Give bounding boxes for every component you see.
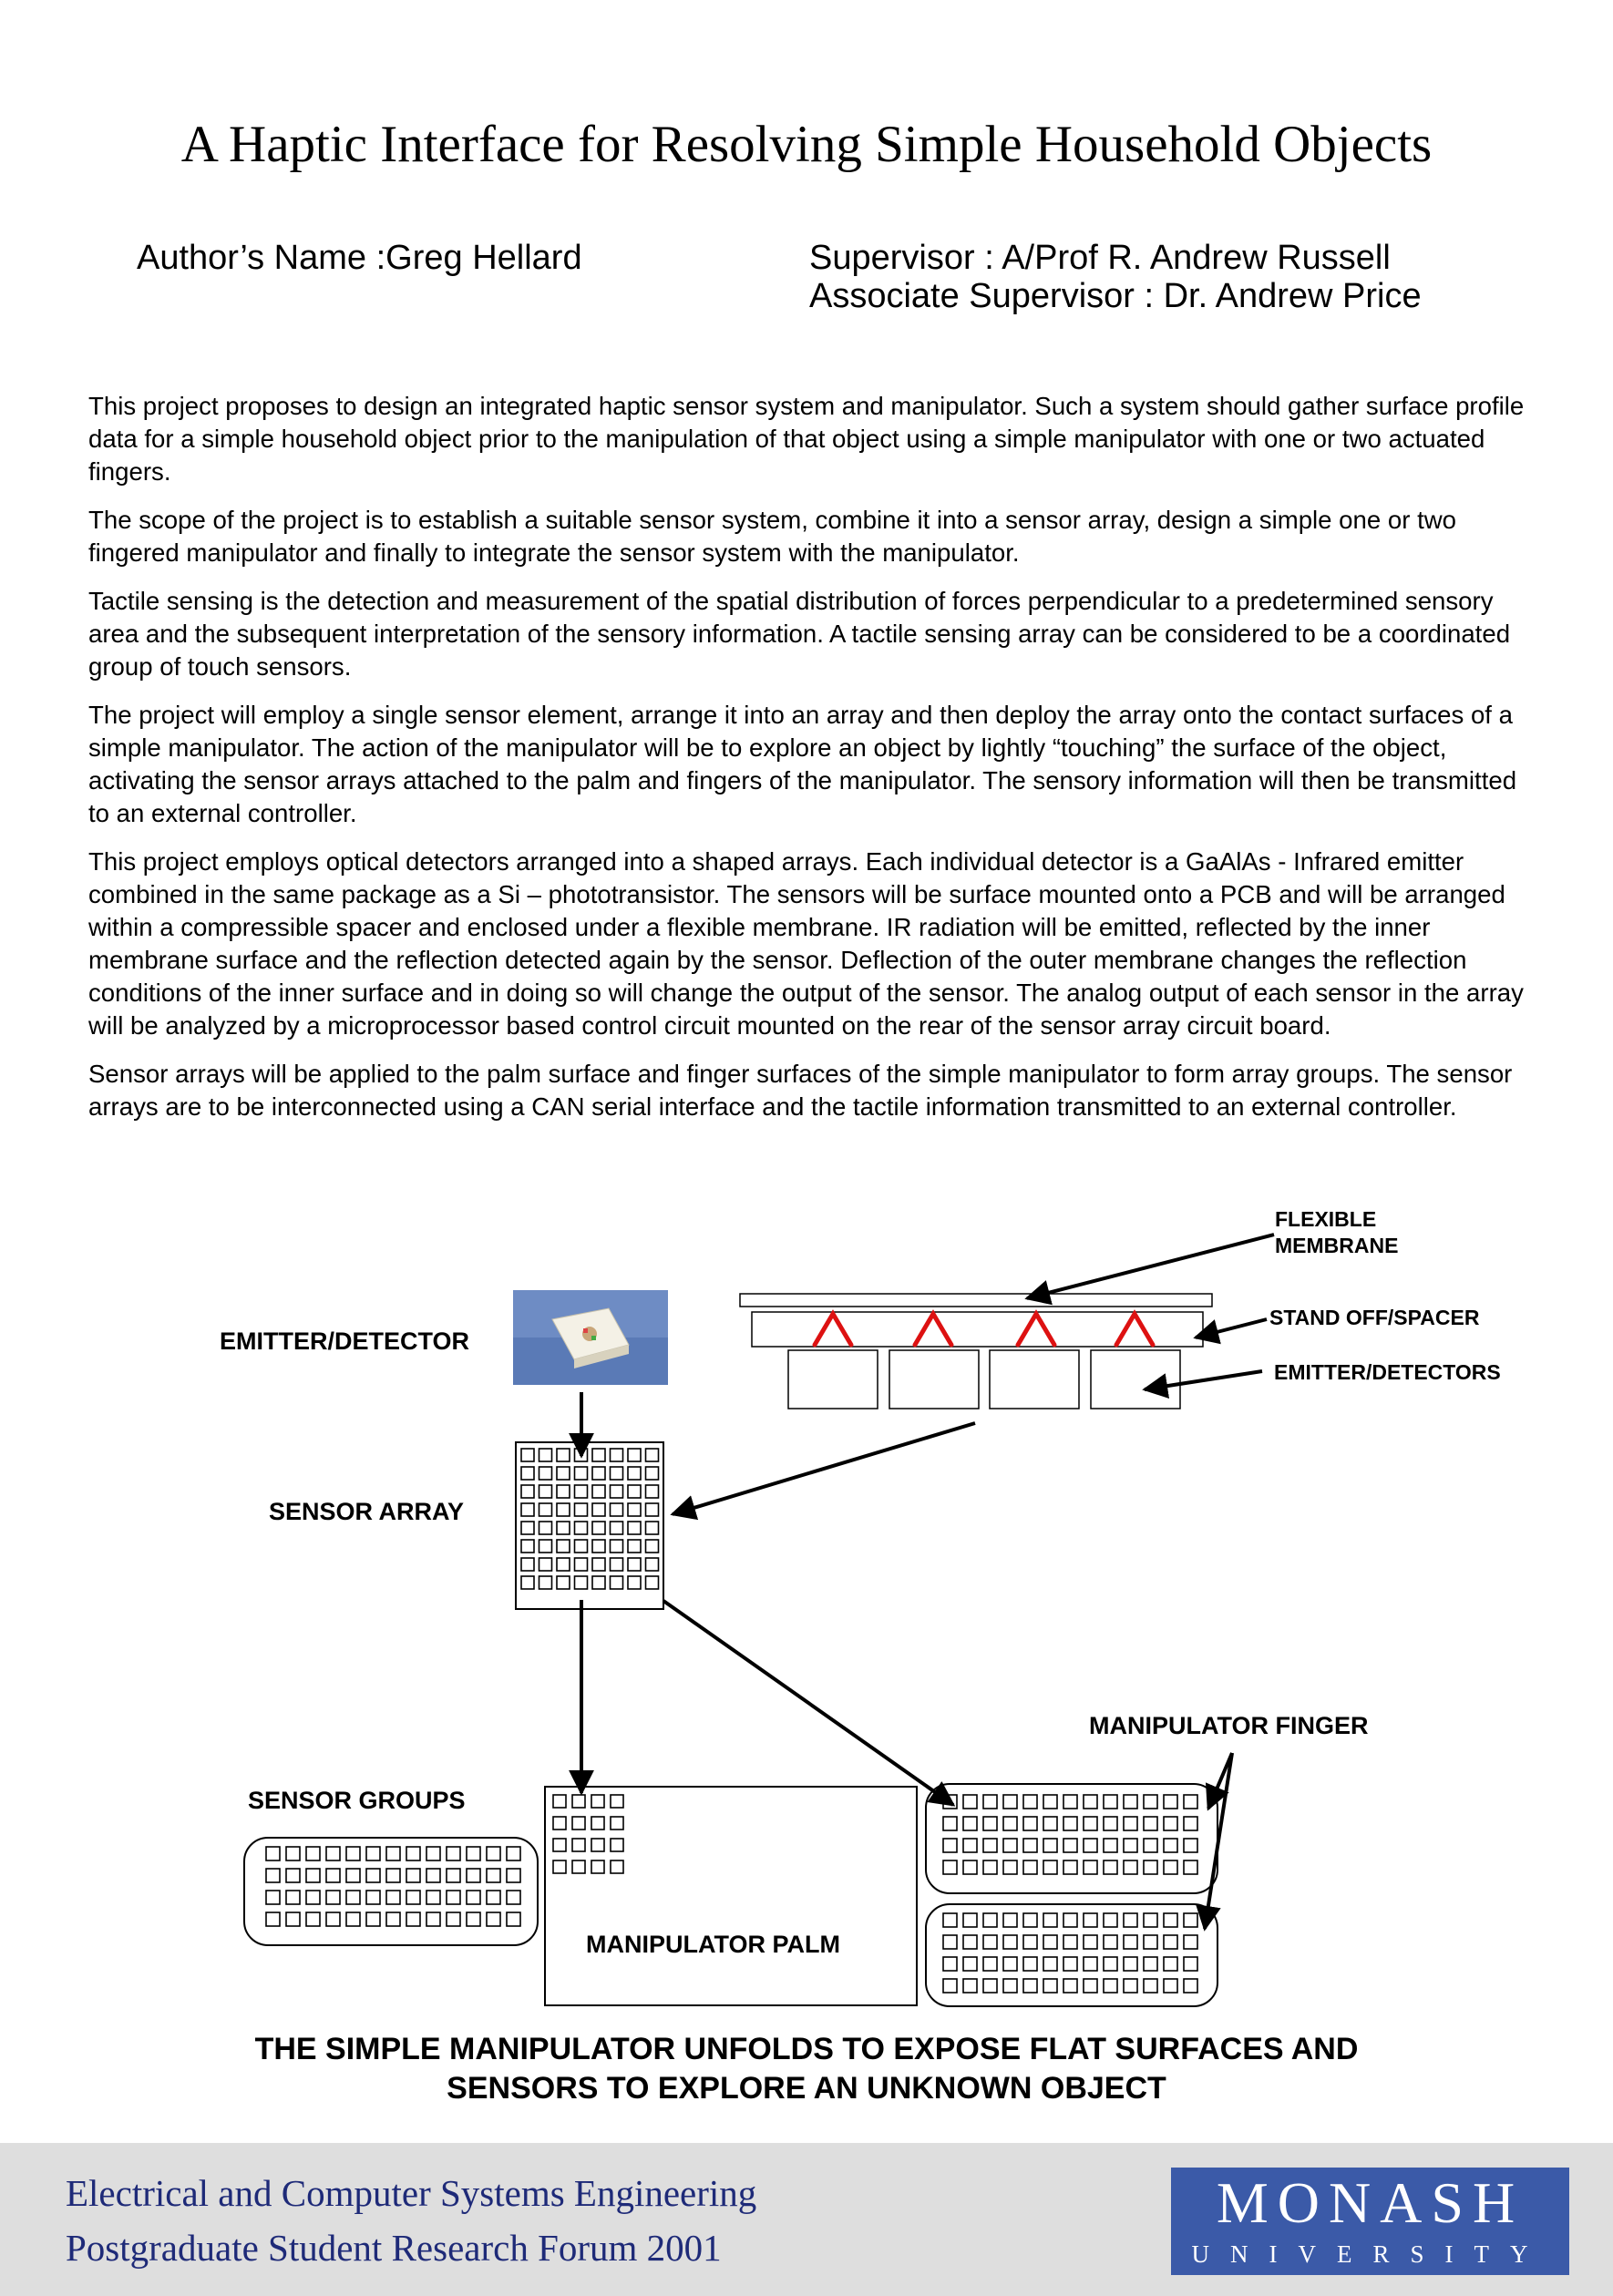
sensor-cell xyxy=(366,1869,380,1882)
sensor-cell xyxy=(447,1869,460,1882)
sensor-cell xyxy=(1184,1913,1197,1927)
sensor-cell xyxy=(1084,1839,1097,1852)
sensor-cell xyxy=(286,1912,300,1926)
sensor-cell xyxy=(426,1912,440,1926)
sensor-cell xyxy=(1003,1935,1017,1949)
sensor-cell xyxy=(1063,1979,1077,1993)
sensor-cell xyxy=(1104,1795,1117,1809)
sensor-cell xyxy=(406,1891,420,1904)
sensor-cell xyxy=(575,1485,588,1498)
footer-department: Electrical and Computer Systems Engineering xyxy=(66,2172,757,2214)
sensor-cell xyxy=(611,1467,623,1480)
sensor-cell xyxy=(1084,1860,1097,1874)
page-title: A Haptic Interface for Resolving Simple Household Objects xyxy=(180,116,1433,173)
sensor-cell xyxy=(943,1913,957,1927)
paragraph-scope: The scope of the project is to establish a suitable sensor system, combine it into a sensor array, design a simple one or two fingered manipulator and finally to integrate the sensor system with the manipulator. xyxy=(88,506,1457,567)
sensor-cell xyxy=(539,1540,552,1553)
sensor-cell xyxy=(1184,1860,1197,1874)
sensor-cell xyxy=(521,1540,534,1553)
sensor-cell xyxy=(557,1558,570,1571)
sensor-cell xyxy=(611,1522,623,1534)
sensor-cell xyxy=(1144,1860,1157,1874)
sensor-cell xyxy=(539,1576,552,1589)
sensor-cell xyxy=(539,1449,552,1461)
sensor-cell xyxy=(1104,1839,1117,1852)
sensor-cell xyxy=(467,1847,480,1860)
sensor-cell xyxy=(1043,1839,1057,1852)
sensor-cell xyxy=(1003,1817,1017,1830)
sensor-cell xyxy=(646,1485,659,1498)
footer xyxy=(0,2143,1613,2296)
arrow-section-to-array xyxy=(673,1423,975,1514)
sensor-cell xyxy=(447,1912,460,1926)
sensor-cell xyxy=(611,1449,623,1461)
sensor-cell xyxy=(266,1912,280,1926)
sensor-cell xyxy=(1084,1935,1097,1949)
sensor-cell xyxy=(1124,1957,1137,1971)
sensor-cell xyxy=(1124,1817,1137,1830)
sensor-cell xyxy=(1144,1913,1157,1927)
sensor-cell xyxy=(1043,1935,1057,1949)
sensor-cell xyxy=(346,1912,360,1926)
emitter-detector-block xyxy=(990,1350,1079,1409)
sensor-cell xyxy=(1084,1957,1097,1971)
sensor-cell xyxy=(943,1935,957,1949)
sensor-cell xyxy=(557,1522,570,1534)
sensor-cell xyxy=(963,1795,977,1809)
sensor-cell xyxy=(575,1522,588,1534)
sensor-cell xyxy=(963,1979,977,1993)
sensor-cell xyxy=(1084,1979,1097,1993)
sensor-cell xyxy=(553,1795,566,1808)
figure-caption xyxy=(0,2030,1613,2108)
sensor-cell xyxy=(1023,1817,1037,1830)
abstract-body xyxy=(88,390,1528,1139)
sensor-cell xyxy=(1003,1795,1017,1809)
sensor-cell xyxy=(1144,1935,1157,1949)
sensor-cell xyxy=(346,1847,360,1860)
sensor-cell xyxy=(943,1839,957,1852)
sensor-cell xyxy=(467,1869,480,1882)
sensor-cell xyxy=(943,1860,957,1874)
sensor-cell xyxy=(628,1540,641,1553)
sensor-cell xyxy=(521,1503,534,1516)
label-manipulator-palm: MANIPULATOR PALM xyxy=(586,1931,840,1958)
emitter-detector-block xyxy=(889,1350,979,1409)
sensor-cell xyxy=(611,1576,623,1589)
emitter-detector-block xyxy=(788,1350,878,1409)
sensor-cell xyxy=(1104,1979,1117,1993)
label-sensor-groups: SENSOR GROUPS xyxy=(248,1787,466,1814)
sensor-cell xyxy=(611,1503,623,1516)
label-emitter-detectors: EMITTER/DETECTORS xyxy=(1274,1360,1501,1384)
sensor-cell xyxy=(521,1467,534,1480)
sensor-cell xyxy=(386,1869,400,1882)
sensor-cell xyxy=(646,1449,659,1461)
sensor-cell xyxy=(521,1485,534,1498)
sensor-cell xyxy=(628,1558,641,1571)
sensor-cell xyxy=(1104,1913,1117,1927)
sensor-cell xyxy=(1104,1860,1117,1874)
sensor-cell xyxy=(1124,1795,1137,1809)
sensor-cell xyxy=(1144,1817,1157,1830)
sensor-cell xyxy=(557,1576,570,1589)
sensor-cell xyxy=(1003,1860,1017,1874)
sensor-cell xyxy=(1063,1860,1077,1874)
author-name: Author’s Name :Greg Hellard xyxy=(137,239,582,277)
sensor-cell xyxy=(592,1540,605,1553)
sensor-cell xyxy=(539,1485,552,1498)
sensor-cell xyxy=(507,1869,520,1882)
sensor-cell xyxy=(1164,1817,1177,1830)
sensor-cell xyxy=(963,1860,977,1874)
sensor-cell xyxy=(592,1576,605,1589)
sensor-cell xyxy=(1164,1839,1177,1852)
sensor-cell xyxy=(1063,1913,1077,1927)
sensor-cell xyxy=(572,1817,585,1830)
sensor-cell xyxy=(575,1576,588,1589)
paragraph-sensor-arrays: Sensor arrays will be applied to the palm surface and finger surfaces of the simple manipulator to form array groups. The sensor arrays are to be interconnected using a CAN serial interface and the tactile information transmitted to an external controller. xyxy=(88,1060,1513,1121)
sensor-cell xyxy=(1063,1935,1077,1949)
sensor-cell xyxy=(1144,1839,1157,1852)
sensor-cell xyxy=(1124,1860,1137,1874)
sensor-cell xyxy=(1023,1860,1037,1874)
sensor-cell xyxy=(326,1847,340,1860)
sensor-cell xyxy=(591,1860,604,1873)
sensor-cell xyxy=(507,1891,520,1904)
sensor-cell xyxy=(592,1522,605,1534)
sensor-cell xyxy=(575,1558,588,1571)
sensor-cell xyxy=(1164,1957,1177,1971)
sensor-cell xyxy=(1043,1957,1057,1971)
sensor-cell xyxy=(611,1485,623,1498)
sensor-cell xyxy=(346,1869,360,1882)
sensor-cell xyxy=(963,1817,977,1830)
sensor-cell xyxy=(943,1817,957,1830)
caption-line-1: THE SIMPLE MANIPULATOR UNFOLDS TO EXPOSE FLAT SURFACES AND xyxy=(254,2032,1359,2066)
sensor-cell xyxy=(1184,1957,1197,1971)
caption-line-2: SENSORS TO EXPLORE AN UNKNOWN OBJECT xyxy=(447,2071,1166,2106)
sensor-cell xyxy=(1124,1839,1137,1852)
sensor-cell xyxy=(539,1467,552,1480)
sensor-cell xyxy=(346,1891,360,1904)
emitter-detector-block xyxy=(1091,1350,1180,1409)
sensor-cell xyxy=(1043,1795,1057,1809)
flexible-membrane xyxy=(740,1294,1212,1307)
sensor-cell xyxy=(557,1485,570,1498)
sensor-cell xyxy=(611,1817,623,1830)
arrow-stand-off-spacer xyxy=(1196,1319,1267,1338)
sensor-cell xyxy=(1164,1913,1177,1927)
sensor-cell xyxy=(306,1847,320,1860)
sensor-cell xyxy=(1104,1957,1117,1971)
sensor-cell xyxy=(1184,1979,1197,1993)
sensor-cell xyxy=(1063,1839,1077,1852)
sensor-cell xyxy=(963,1957,977,1971)
sensor-cell xyxy=(306,1869,320,1882)
sensor-cell xyxy=(646,1503,659,1516)
sensor-cell xyxy=(557,1449,570,1461)
sensor-cell xyxy=(553,1839,566,1851)
sensor-cell xyxy=(386,1891,400,1904)
sensor-cell xyxy=(467,1891,480,1904)
sensor-cell xyxy=(646,1540,659,1553)
arrow-flexible-membrane xyxy=(1027,1235,1274,1298)
sensor-cell xyxy=(326,1869,340,1882)
sensor-cell xyxy=(592,1485,605,1498)
sensor-cell xyxy=(646,1467,659,1480)
sensor-cell xyxy=(1084,1817,1097,1830)
sensor-cell xyxy=(611,1795,623,1808)
supervisor: Supervisor : A/Prof R. Andrew Russell xyxy=(809,239,1391,277)
sensor-system-diagram xyxy=(0,1184,1613,2141)
sensor-cell xyxy=(1023,1935,1037,1949)
sensor-cell xyxy=(487,1869,500,1882)
sensor-cell xyxy=(447,1847,460,1860)
sensor-cell xyxy=(611,1540,623,1553)
sensor-cell xyxy=(628,1522,641,1534)
sensor-cell xyxy=(266,1891,280,1904)
sensor-cell xyxy=(628,1576,641,1589)
sensor-cell xyxy=(963,1913,977,1927)
sensor-cell xyxy=(306,1891,320,1904)
sensor-cell xyxy=(487,1847,500,1860)
sensor-cell xyxy=(1023,1979,1037,1993)
sensor-cell xyxy=(539,1522,552,1534)
footer-forum: Postgraduate Student Research Forum 2001 xyxy=(66,2227,722,2269)
sensor-cell xyxy=(575,1467,588,1480)
sensor-cell xyxy=(1144,1795,1157,1809)
sensor-cell xyxy=(628,1449,641,1461)
emitter-detector-photo xyxy=(513,1290,668,1385)
sensor-cell xyxy=(521,1558,534,1571)
sensor-cell xyxy=(646,1576,659,1589)
sensor-cell xyxy=(539,1558,552,1571)
paragraph-optical-detectors: This project employs optical detectors arranged into a shaped arrays. Each individual detector is a GaAlAs - Infrared emitter combined in the same package as a Si – phototransistor. The sensors will be surface mounted onto a PCB and will be arranged within a compressible spacer and enclosed under a flexible membrane. IR radiation will be emitted, reflected by the inner membrane surface and the reflection detected again by the sensor. Deflection of the outer membrane changes the reflection conditions of the inner surface and in doing so will change the output of the sensor. The analog output of each sensor in the array will be analyzed by a microprocessor based control circuit mounted on the rear of the sensor array circuit board. xyxy=(88,847,1524,1040)
sensor-cell xyxy=(1144,1957,1157,1971)
sensor-cell xyxy=(1184,1839,1197,1852)
sensor-cell xyxy=(553,1860,566,1873)
paragraph-approach: The project will employ a single sensor element, arrange it into an array and then deploy the array onto the contact surfaces of a simple manipulator. The action of the manipulator will be to explore an object by lightly “touching” the surface of the object, activating the sensor arrays attached to the palm and fingers of the manipulator. The sensory information will then be transmitted to an external controller. xyxy=(88,701,1517,827)
sensor-cell xyxy=(646,1558,659,1571)
sensor-cell xyxy=(1043,1979,1057,1993)
label-flexible-membrane-2: MEMBRANE xyxy=(1275,1234,1399,1257)
sensor-cell xyxy=(983,1860,997,1874)
sensor-cell xyxy=(487,1891,500,1904)
sensor-cell xyxy=(983,1817,997,1830)
sensor-cell xyxy=(557,1467,570,1480)
sensor-cell xyxy=(266,1869,280,1882)
sensor-cell xyxy=(306,1912,320,1926)
label-sensor-array: SENSOR ARRAY xyxy=(269,1498,465,1525)
sensor-cell xyxy=(366,1912,380,1926)
sensor-cell xyxy=(591,1817,604,1830)
sensor-cell xyxy=(572,1795,585,1808)
sensor-cell xyxy=(983,1795,997,1809)
sensor-cell xyxy=(1043,1913,1057,1927)
sensor-cell xyxy=(1104,1817,1117,1830)
sensor-cell xyxy=(1124,1913,1137,1927)
sensor-cell xyxy=(611,1558,623,1571)
sensor-cell xyxy=(1003,1913,1017,1927)
sensor-cell xyxy=(575,1540,588,1553)
sensor-cell xyxy=(592,1449,605,1461)
sensor-cell xyxy=(1003,1839,1017,1852)
logo-name: MONASH xyxy=(1216,2170,1525,2235)
sensor-cell xyxy=(943,1979,957,1993)
sensor-cell xyxy=(591,1795,604,1808)
sensor-cell xyxy=(646,1522,659,1534)
sensor-cell xyxy=(426,1891,440,1904)
sensor-cell xyxy=(286,1847,300,1860)
sensor-cell xyxy=(1124,1935,1137,1949)
sensor-cell xyxy=(447,1891,460,1904)
sensor-cell xyxy=(1164,1979,1177,1993)
sensor-cell xyxy=(1164,1795,1177,1809)
sensor-cell xyxy=(406,1869,420,1882)
sensor-cell xyxy=(366,1847,380,1860)
sensor-cell xyxy=(572,1839,585,1851)
sensor-cell xyxy=(1023,1795,1037,1809)
associate-supervisor: Associate Supervisor : Dr. Andrew Price xyxy=(809,277,1422,315)
label-emitter-detector: EMITTER/DETECTOR xyxy=(220,1327,470,1355)
sensor-cell xyxy=(1164,1935,1177,1949)
sensor-cell xyxy=(1124,1979,1137,1993)
sensor-cell xyxy=(386,1847,400,1860)
sensor-cell xyxy=(983,1913,997,1927)
sensor-cell xyxy=(592,1467,605,1480)
sensor-cell xyxy=(1184,1817,1197,1830)
sensor-cell xyxy=(1104,1935,1117,1949)
label-flexible-membrane: FLEXIBLE xyxy=(1275,1207,1377,1231)
sensor-cell xyxy=(628,1467,641,1480)
sensor-cell xyxy=(557,1503,570,1516)
sensor-cell xyxy=(592,1503,605,1516)
sensor-cell xyxy=(521,1576,534,1589)
sensor-cell xyxy=(1023,1957,1037,1971)
sensor-cell xyxy=(467,1912,480,1926)
sensor-cell xyxy=(521,1449,534,1461)
paragraph-intro: This project proposes to design an integrated haptic sensor system and manipulator. Such a system should gather surface profile data for a simple household object prior to the manipulation of that object using a simple manipulator with one or two actuated fingers. xyxy=(88,392,1525,486)
sensor-cell xyxy=(426,1869,440,1882)
sensor-cell xyxy=(1003,1979,1017,1993)
sensor-cell xyxy=(539,1503,552,1516)
label-manipulator-finger: MANIPULATOR FINGER xyxy=(1089,1712,1369,1739)
sensor-cell xyxy=(366,1891,380,1904)
sensor-cell xyxy=(983,1839,997,1852)
sensor-cell xyxy=(326,1891,340,1904)
sensor-cell xyxy=(406,1847,420,1860)
sensor-cell xyxy=(386,1912,400,1926)
supervisors xyxy=(809,239,1422,315)
sensor-cell xyxy=(572,1860,585,1873)
sensor-cell xyxy=(963,1839,977,1852)
sensor-cell xyxy=(1003,1957,1017,1971)
sensor-cell xyxy=(592,1558,605,1571)
sensor-cell xyxy=(1043,1817,1057,1830)
sensor-cell xyxy=(286,1869,300,1882)
sensor-cell xyxy=(628,1485,641,1498)
sensor-cell xyxy=(507,1847,520,1860)
sensor-cell xyxy=(286,1891,300,1904)
sensor-cell xyxy=(1144,1979,1157,1993)
sensor-cell xyxy=(487,1912,500,1926)
sensor-cell xyxy=(1043,1860,1057,1874)
sensor-cell xyxy=(983,1979,997,1993)
monash-logo xyxy=(1171,2168,1569,2275)
sensor-cell xyxy=(1063,1795,1077,1809)
sensor-cell xyxy=(406,1912,420,1926)
sensor-cell xyxy=(591,1839,604,1851)
sensor-cell xyxy=(1084,1795,1097,1809)
sensor-cell xyxy=(1164,1860,1177,1874)
sensor-cell xyxy=(553,1817,566,1830)
sensor-cell xyxy=(1063,1817,1077,1830)
arrow-array-to-finger xyxy=(663,1601,953,1805)
sensor-cell xyxy=(1023,1839,1037,1852)
sensor-cell xyxy=(983,1957,997,1971)
sensor-cell xyxy=(963,1935,977,1949)
logo-sub: UNIVERSITY xyxy=(1191,2240,1549,2268)
sensor-cell xyxy=(266,1847,280,1860)
sensor-cell xyxy=(1023,1913,1037,1927)
sensor-cell xyxy=(1084,1913,1097,1927)
sensor-cell xyxy=(628,1503,641,1516)
sensor-cell xyxy=(575,1503,588,1516)
sensor-cell xyxy=(1063,1957,1077,1971)
label-stand-off-spacer: STAND OFF/SPACER xyxy=(1269,1306,1480,1329)
sensor-cell xyxy=(611,1839,623,1851)
sensor-cell xyxy=(507,1912,520,1926)
sensor-cell xyxy=(1184,1935,1197,1949)
sensor-cell xyxy=(557,1540,570,1553)
sensor-cell xyxy=(1184,1795,1197,1809)
sensor-cell xyxy=(426,1847,440,1860)
sensor-cell xyxy=(983,1935,997,1949)
sensor-cell xyxy=(521,1522,534,1534)
sensor-cell xyxy=(611,1860,623,1873)
paragraph-tactile-sensing: Tactile sensing is the detection and measurement of the spatial distribution of forces perpendicular to a predetermined sensory area and the subsequent interpretation of the sensory information. A tactile sensing array can be considered to be a coordinated group of touch sensors. xyxy=(88,587,1511,681)
sensor-cell xyxy=(943,1957,957,1971)
sensor-cell xyxy=(326,1912,340,1926)
sensor-array-grid xyxy=(516,1442,663,1609)
